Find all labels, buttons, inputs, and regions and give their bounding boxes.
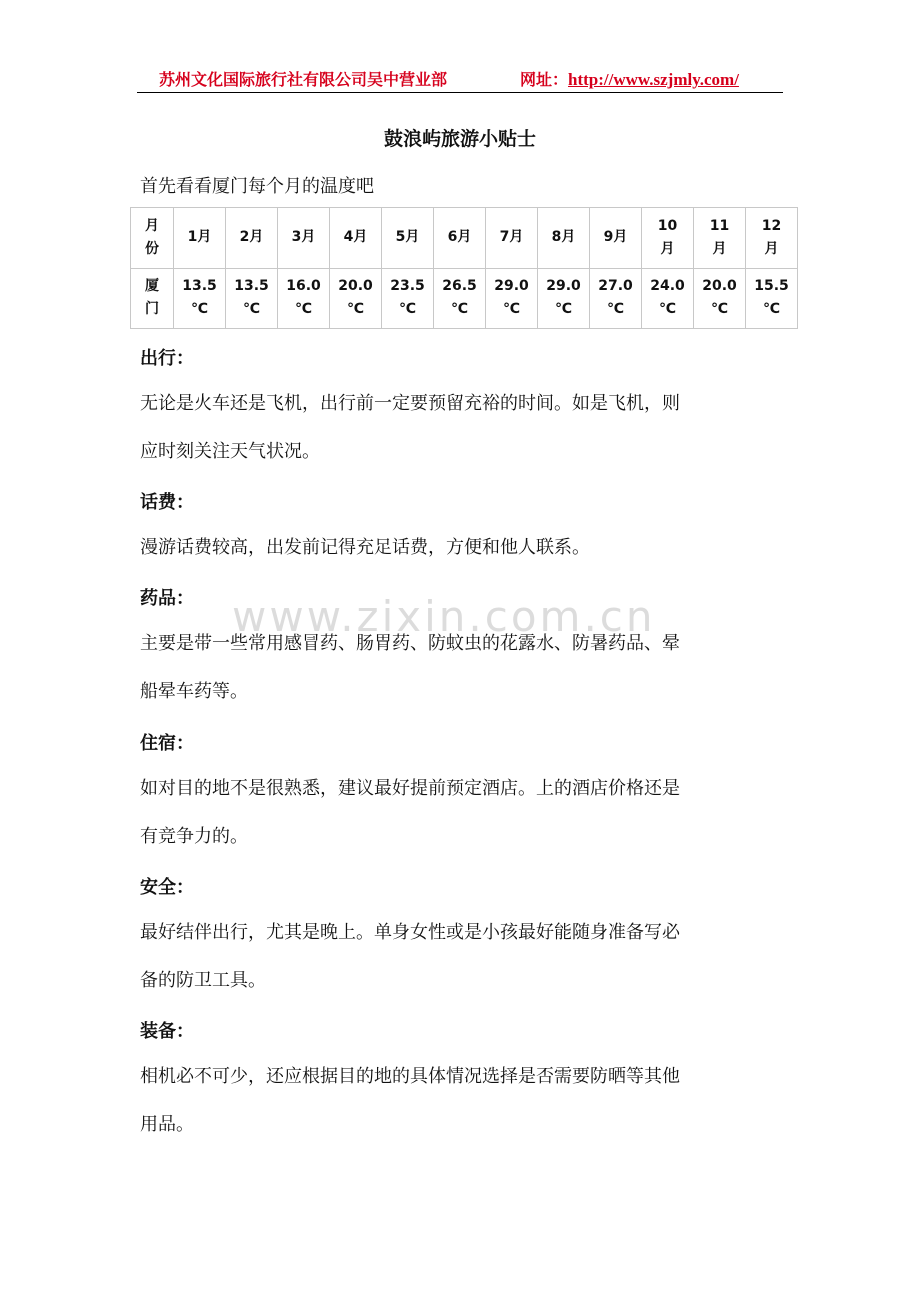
month-suffix: 月 (764, 240, 779, 257)
temp-unit: ℃ (763, 301, 780, 318)
header-line: 门 (145, 301, 159, 318)
temp-value: 29.0 (546, 278, 581, 295)
paragraph-line: 无论是火车还是飞机，出行前一定要预留充裕的时间。如是飞机，则 (140, 393, 680, 414)
temp-cell (330, 268, 382, 329)
month-cell (174, 208, 226, 269)
temp-value: 13.5 (182, 278, 217, 295)
paragraph-line: 应时刻关注天气状况。 (140, 441, 320, 462)
month-cell (642, 208, 694, 269)
month-row-header (131, 208, 174, 269)
temp-value: 13.5 (234, 278, 269, 295)
section-heading-travel: 出行： (140, 348, 194, 369)
month-suffix: 月 (712, 240, 727, 257)
temp-value: 20.0 (702, 278, 737, 295)
month-cell (382, 208, 434, 269)
temperature-table (130, 207, 798, 329)
temp-unit: ℃ (555, 301, 572, 318)
month-cell (278, 208, 330, 269)
header-line: 月 (145, 217, 159, 234)
url-label: 网址： (520, 70, 569, 89)
website-link[interactable]: http://www.szjmly.com/ (568, 70, 739, 89)
temp-cell (278, 268, 330, 329)
page-title: 鼓浪屿旅游小贴士 (383, 128, 536, 150)
paragraph-line: 备的防卫工具。 (140, 970, 266, 991)
section-heading-safety: 安全： (140, 877, 194, 898)
month-cell (746, 208, 798, 269)
temp-cell (694, 268, 746, 329)
month-cell (330, 208, 382, 269)
temp-value: 20.0 (338, 278, 373, 295)
header-line: 份 (145, 240, 159, 257)
paragraph-line: 有竞争力的。 (140, 826, 248, 847)
temp-value: 26.5 (442, 278, 477, 295)
temp-unit: ℃ (295, 301, 312, 318)
month-label: 10 (657, 217, 678, 234)
section-body-lodging (140, 765, 790, 861)
temp-cell (434, 268, 486, 329)
section-heading-medicine: 药品： (140, 588, 194, 609)
temp-cell (590, 268, 642, 329)
watermark: www.zixin.com.cn (232, 592, 656, 641)
month-label: 1月 (187, 229, 212, 246)
month-row (131, 208, 798, 269)
temperature-row (131, 268, 798, 329)
month-cell (590, 208, 642, 269)
month-label: 8月 (551, 229, 576, 246)
section-body-medicine (140, 620, 790, 716)
temp-value: 29.0 (494, 278, 529, 295)
temp-value: 27.0 (598, 278, 633, 295)
month-label: 9月 (603, 229, 628, 246)
website-line (520, 67, 739, 90)
paragraph-line: 主要是带一些常用感冒药、肠胃药、防蚊虫的花露水、防暑药品、晕 (140, 633, 680, 654)
temp-cell (642, 268, 694, 329)
page-header (137, 60, 783, 93)
intro-text: 首先看看厦门每个月的温度吧 (140, 176, 374, 197)
temp-value: 16.0 (286, 278, 321, 295)
section-heading-equipment: 装备： (140, 1021, 194, 1042)
section-body-phone (140, 524, 790, 572)
section-body-equipment (140, 1053, 790, 1149)
temp-value: 15.5 (754, 278, 789, 295)
temp-cell (746, 268, 798, 329)
temp-unit: ℃ (347, 301, 364, 318)
month-cell (434, 208, 486, 269)
month-cell (694, 208, 746, 269)
temp-unit: ℃ (243, 301, 260, 318)
month-label: 7月 (499, 229, 524, 246)
paragraph-line: 最好结伴出行，尤其是晚上。单身女性或是小孩最好能随身准备写必 (140, 922, 680, 943)
month-label: 11 (709, 217, 730, 234)
temp-cell (174, 268, 226, 329)
month-label: 5月 (395, 229, 420, 246)
temp-unit: ℃ (451, 301, 468, 318)
paragraph-line: 漫游话费较高，出发前记得充足话费，方便和他人联系。 (140, 537, 590, 558)
paragraph-line: 用品。 (140, 1114, 194, 1135)
temp-unit: ℃ (191, 301, 208, 318)
company-name: 苏州文化国际旅行社有限公司吴中营业部 (159, 70, 448, 89)
temp-cell (538, 268, 590, 329)
paragraph-line: 如对目的地不是很熟悉，建议最好提前预定酒店。上的酒店价格还是 (140, 778, 680, 799)
temp-cell (486, 268, 538, 329)
month-label: 2月 (239, 229, 264, 246)
month-label: 12 (761, 217, 782, 234)
header-line: 厦 (145, 278, 159, 295)
city-row-header (131, 268, 174, 329)
temp-unit: ℃ (659, 301, 676, 318)
month-label: 3月 (291, 229, 316, 246)
temp-unit: ℃ (711, 301, 728, 318)
paragraph-line: 相机必不可少，还应根据目的地的具体情况选择是否需要防晒等其他 (140, 1066, 680, 1087)
temp-unit: ℃ (399, 301, 416, 318)
temp-value: 23.5 (390, 278, 425, 295)
temp-unit: ℃ (503, 301, 520, 318)
month-label: 6月 (447, 229, 472, 246)
month-cell (226, 208, 278, 269)
section-heading-lodging: 住宿： (140, 733, 194, 754)
month-cell (538, 208, 590, 269)
temp-cell (226, 268, 278, 329)
temp-unit: ℃ (607, 301, 624, 318)
temp-cell (382, 268, 434, 329)
month-cell (486, 208, 538, 269)
temp-value: 24.0 (650, 278, 685, 295)
month-label: 4月 (343, 229, 368, 246)
paragraph-line: 船晕车药等。 (140, 681, 248, 702)
month-suffix: 月 (660, 240, 675, 257)
section-body-safety (140, 909, 790, 1005)
section-heading-phone: 话费： (140, 492, 194, 513)
section-body-travel (140, 380, 790, 476)
